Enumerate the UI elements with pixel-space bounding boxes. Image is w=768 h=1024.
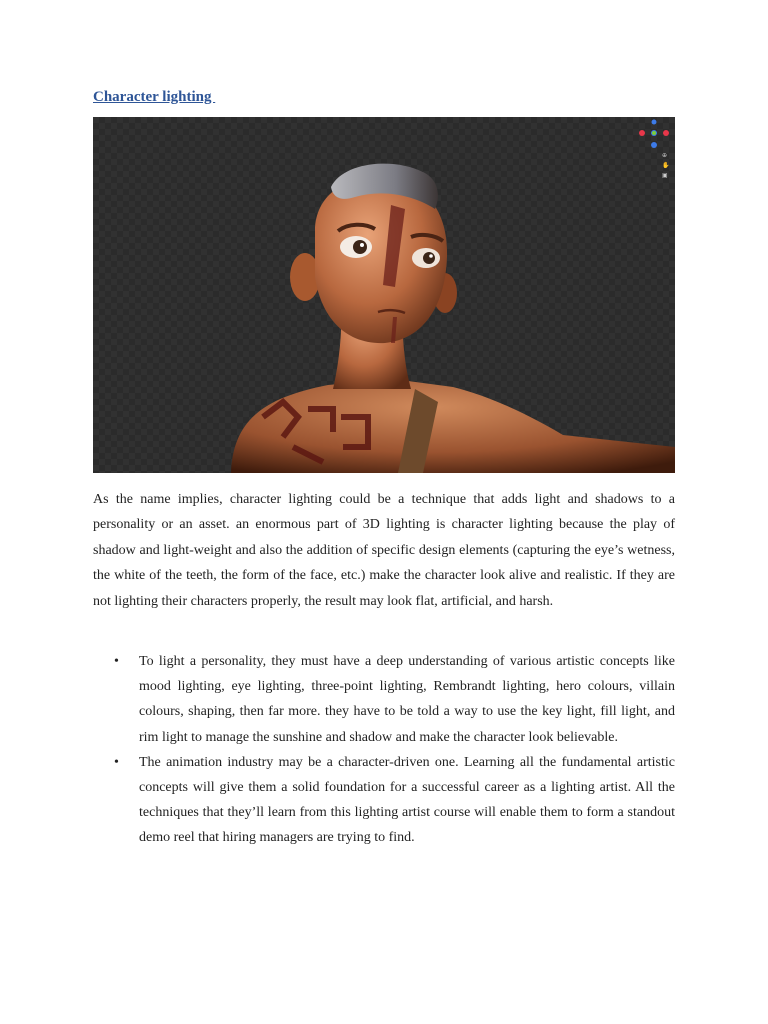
gizmo-icon: ✋ — [662, 162, 670, 169]
body-paragraph: As the name implies, character lighting could be a technique that adds light and shadows to a personality or an asset. an enormous part of 3D lighting is character lighting because the play of shadow and light-weight and also the addition of specific design elements (capturing the eye’s wetness, the white of the teeth, the form of the face, etc.) make the character look alive and realistic. If they are not lighting their characters properly, the result may look flat, artificial, and harsh. — [93, 492, 675, 609]
bullet-list — [93, 649, 675, 851]
bullet-icon: • — [114, 754, 119, 770]
list-item — [93, 649, 675, 750]
gizmo-icon: ⊕ — [662, 152, 668, 159]
bullet-icon: • — [114, 654, 119, 669]
character-render-image — [93, 117, 675, 473]
gizmo-icon: ▣ — [662, 172, 668, 179]
section-heading[interactable]: Character lighting — [93, 89, 216, 105]
list-item-text: The animation industry may be a character-driven one. Learning all the fundamental artistic concepts will give them a solid foundation for a successful career as a lighting artist. All the techniques that they’ll learn from this lighting artist course will enable them to form a standout demo reel that hiring managers are trying to find. — [139, 754, 675, 846]
list-item — [93, 750, 675, 851]
list-item-text: To light a personality, they must have a deep understanding of various artistic concepts like mood lighting, eye lighting, three-point lighting, Rembrandt lighting, hero colours, villain colours, shaping, then far more. they have to be told a way to use the key light, fill light, and rim light to manage the sunshine and shadow and make the character look believable. — [139, 654, 675, 745]
